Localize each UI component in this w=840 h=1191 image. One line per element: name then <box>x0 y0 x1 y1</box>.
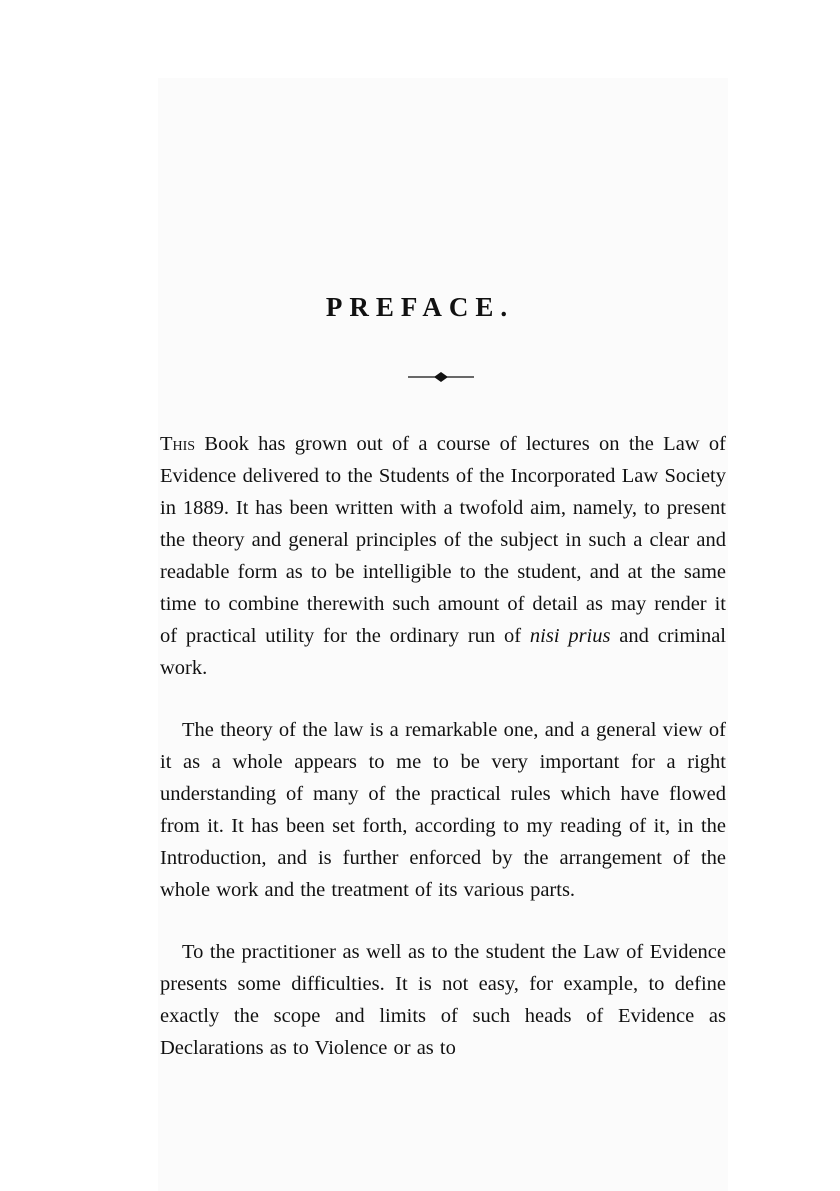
paragraph-1-text: Book has grown out of a course of lectures on the Law of Evidence delivered to the Students of the Incorporated Law Society in 1889. It has been written with a twofold aim, namely, to present the theory and general principles of the subject in such a clear and readable form as to be intelligible to the student, and at the same time to combine therewith such amount of detail as may render it of practical utility for the ordinary run of <box>160 433 726 647</box>
paragraph-1-italic: nisi prius <box>529 625 611 647</box>
paragraph-lead-word: This <box>160 433 196 455</box>
paragraph-2: The theory of the law is a remarkable one, and a general view of it as a whole appears to me to be very important for a right understanding of many of the practical rules which have flowed from it. It has been set forth, according to my reading of it, in the Introduction, and is further enforced by the arrangement of the whole work and the treatment of its various parts. <box>160 719 726 901</box>
paragraph-3: To the practitioner as well as to the student the Law of Evidence presents some difficulties. It is not easy, for example, to define exactly the scope and limits of such heads of Evidence as Declarations as to Violence or as to <box>160 941 726 1059</box>
ornament-divider-icon <box>408 370 474 384</box>
paragraph-1-tail: and criminal work. <box>160 625 727 679</box>
preface-body <box>160 428 726 1094</box>
paragraph-1 <box>160 428 726 684</box>
page-title: PREFACE. <box>325 292 515 322</box>
